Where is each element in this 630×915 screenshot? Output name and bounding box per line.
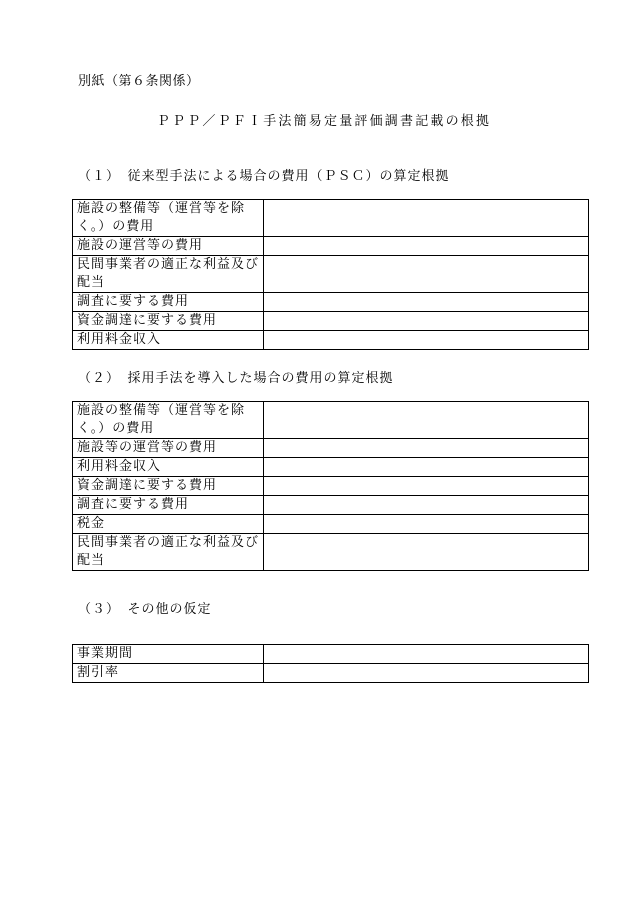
row-label: 調査に要する費用 xyxy=(73,293,264,312)
table-row xyxy=(73,458,589,477)
row-value-cell[interactable] xyxy=(264,312,589,331)
row-label: 利用料金収入 xyxy=(73,331,264,350)
table-row xyxy=(73,331,589,350)
table-row xyxy=(73,293,589,312)
row-label: 利用料金収入 xyxy=(73,458,264,477)
section-1-heading: （１） 従来型手法による場合の費用（ＰＳＣ）の算定根拠 xyxy=(78,169,450,184)
row-value-cell[interactable] xyxy=(264,402,589,439)
row-label: 調査に要する費用 xyxy=(73,496,264,515)
row-label: 税金 xyxy=(73,515,264,534)
section-3-heading: （３） その他の仮定 xyxy=(78,602,212,617)
table-row xyxy=(73,477,589,496)
row-value-cell[interactable] xyxy=(264,645,589,664)
table-row xyxy=(73,402,589,439)
row-label: 施設の運営等の費用 xyxy=(73,237,264,256)
row-label: 事業期間 xyxy=(73,645,264,664)
section-2-heading: （２） 採用手法を導入した場合の費用の算定根拠 xyxy=(78,371,394,386)
table-row xyxy=(73,496,589,515)
row-value-cell[interactable] xyxy=(264,237,589,256)
row-label: 施設等の運営等の費用 xyxy=(73,439,264,458)
row-label: 割引率 xyxy=(73,664,264,683)
section-1-table xyxy=(72,199,589,350)
document-title: ＰＰＰ／ＰＦＩ手法簡易定量評価調書記載の根拠 xyxy=(156,114,492,129)
row-label: 民間事業者の適正な利益及び配当 xyxy=(73,534,264,571)
table-row xyxy=(73,237,589,256)
row-value-cell[interactable] xyxy=(264,439,589,458)
row-label: 施設の整備等（運営等を除く。）の費用 xyxy=(73,402,264,439)
row-value-cell[interactable] xyxy=(264,200,589,237)
section-2-table xyxy=(72,401,589,571)
row-label: 施設の整備等（運営等を除く。）の費用 xyxy=(73,200,264,237)
table-row xyxy=(73,664,589,683)
section-3-table xyxy=(72,644,589,683)
table-row xyxy=(73,645,589,664)
row-value-cell[interactable] xyxy=(264,458,589,477)
table-row xyxy=(73,312,589,331)
row-label: 民間事業者の適正な利益及び配当 xyxy=(73,256,264,293)
table-row xyxy=(73,256,589,293)
row-label: 資金調達に要する費用 xyxy=(73,312,264,331)
row-label: 資金調達に要する費用 xyxy=(73,477,264,496)
row-value-cell[interactable] xyxy=(264,664,589,683)
attachment-label: 別紙（第６条関係） xyxy=(78,74,200,89)
table-row xyxy=(73,439,589,458)
row-value-cell[interactable] xyxy=(264,293,589,312)
row-value-cell[interactable] xyxy=(264,477,589,496)
table-row xyxy=(73,534,589,571)
row-value-cell[interactable] xyxy=(264,534,589,571)
row-value-cell[interactable] xyxy=(264,331,589,350)
row-value-cell[interactable] xyxy=(264,496,589,515)
table-row xyxy=(73,515,589,534)
row-value-cell[interactable] xyxy=(264,256,589,293)
table-row xyxy=(73,200,589,237)
row-value-cell[interactable] xyxy=(264,515,589,534)
